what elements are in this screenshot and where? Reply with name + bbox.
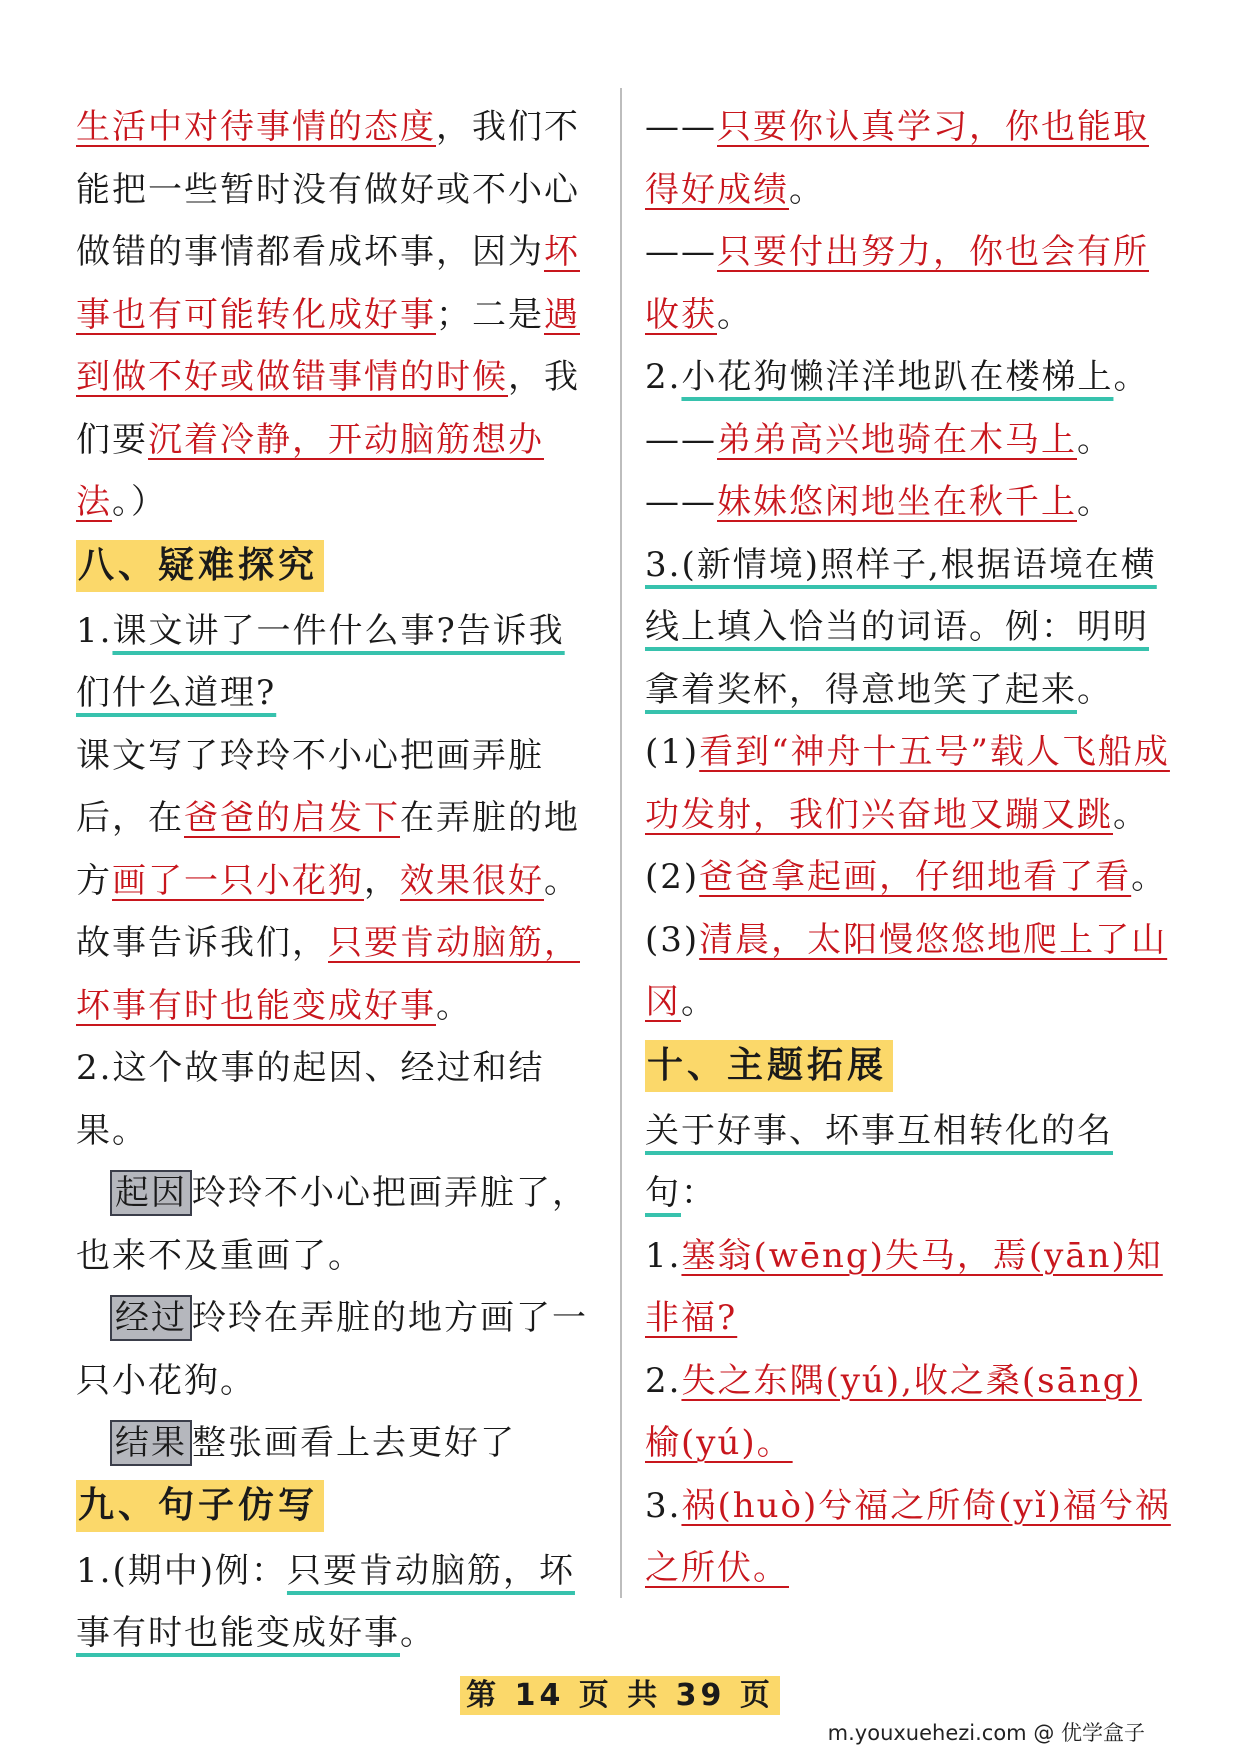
punctuation: 。 bbox=[681, 982, 717, 1022]
story-cause bbox=[76, 1162, 600, 1287]
item-number: 3. bbox=[645, 1485, 682, 1526]
example-text: 小花狗懒洋洋地趴在楼梯上 bbox=[681, 357, 1114, 397]
answer-text: 弟弟高兴地骑在木马上 bbox=[717, 419, 1077, 460]
fill-answer-2 bbox=[645, 846, 1175, 909]
answer-text: 生活中对待事情的态度 bbox=[76, 107, 436, 147]
dash: —— bbox=[645, 482, 717, 522]
dash: —— bbox=[645, 107, 717, 147]
answer-text: 看到“神舟十五号”载人飞船成功发射，我们兴奋地又蹦又跳 bbox=[645, 732, 1170, 835]
item-number: (2) bbox=[645, 857, 700, 897]
punctuation: 。 bbox=[717, 294, 753, 335]
imitation-3 bbox=[645, 409, 1175, 472]
question-number: 1.(期中)例： bbox=[76, 1550, 287, 1591]
body-text: ，我们不能把一些暂时没有做好或不小心做错的事情都看成坏事，因为 bbox=[76, 107, 580, 272]
fill-answer-3 bbox=[645, 909, 1175, 1034]
quote-1 bbox=[645, 1225, 1175, 1350]
body-text: ，我们要 bbox=[76, 357, 580, 460]
right-column bbox=[645, 96, 1175, 1600]
dash: —— bbox=[645, 232, 717, 272]
question-2: 2.这个故事的起因、经过和结果。 bbox=[76, 1048, 545, 1151]
imitation-2 bbox=[645, 221, 1175, 346]
body-text: 。） bbox=[112, 482, 167, 522]
answer-text: 遇到做不好或做错事情的时候 bbox=[76, 294, 580, 397]
body-text: 课文写了玲玲不小心把画弄脏后，在 bbox=[76, 735, 544, 838]
punctuation: 。 bbox=[1131, 857, 1168, 897]
body-text: 。 bbox=[436, 985, 472, 1026]
question-1 bbox=[76, 600, 600, 725]
question-text: 课文讲了一件什么事?告诉我们什么道理? bbox=[76, 610, 565, 713]
punctuation: 。 bbox=[1113, 357, 1150, 397]
answer-text: 妹妹悠闲地坐在秋千上 bbox=[717, 482, 1077, 522]
answer-text: 只要付出努力，你也会有所收获 bbox=[645, 232, 1149, 335]
quotes-intro bbox=[645, 1100, 1175, 1225]
quote-text: 失之东隅(yú),收之桑(sāng)榆(yú)。 bbox=[645, 1360, 1142, 1463]
quote-3 bbox=[645, 1475, 1175, 1600]
intro-text: 关于好事、坏事互相转化的名句 bbox=[645, 1110, 1113, 1213]
answer-text: 效果很好 bbox=[400, 860, 544, 901]
example-text: 只要肯动脑筋，坏事有时也能变成好事 bbox=[76, 1550, 575, 1653]
answer-text: 沉着冷静，开动脑筋想办法 bbox=[76, 419, 544, 522]
cause-tag: 起因 bbox=[110, 1170, 192, 1216]
section-heading-9: 九、句子仿写 bbox=[76, 1480, 324, 1532]
answer-text: 坏事也有可能转化成好事 bbox=[76, 232, 580, 335]
item-number: (3) bbox=[645, 919, 700, 960]
answer-text: 爸爸的启发下 bbox=[184, 798, 400, 838]
body-text: 整张画看上去更好了 bbox=[192, 1423, 516, 1463]
punctuation: 。 bbox=[400, 1613, 436, 1653]
item-number: 1. bbox=[645, 1235, 682, 1276]
question-text: 3.(新情境)照样子,根据语境在横线上填入恰当的词语。例：明明拿着奖杯，得意地笑了起来 bbox=[645, 544, 1157, 710]
punctuation: 。 bbox=[1113, 794, 1149, 835]
punctuation: 。 bbox=[789, 169, 825, 210]
punctuation: 。 bbox=[1077, 482, 1113, 522]
result-tag: 结果 bbox=[110, 1420, 192, 1466]
body-text: 。故事告诉我们， bbox=[76, 860, 580, 963]
body-text: ， bbox=[364, 860, 400, 901]
process-tag: 经过 bbox=[110, 1295, 192, 1341]
answer-1 bbox=[76, 725, 600, 1038]
quote-text: 塞翁(wēng)失马，焉(yān)知非福? bbox=[645, 1235, 1163, 1338]
question-9-1 bbox=[76, 1540, 600, 1665]
answer-text: 只要你认真学习，你也能取得好成绩 bbox=[645, 107, 1149, 210]
fill-answer-1 bbox=[645, 721, 1175, 846]
body-text: 玲玲不小心把画弄脏了，也来不及重画了。 bbox=[76, 1173, 588, 1276]
imitation-4 bbox=[645, 471, 1175, 534]
item-number: 2. bbox=[645, 1360, 682, 1401]
quote-2 bbox=[645, 1350, 1175, 1475]
body-text: 在弄脏的地方 bbox=[76, 798, 580, 901]
body-text: 玲玲在弄脏的地方画了一只小花狗。 bbox=[76, 1298, 588, 1401]
dash: —— bbox=[645, 419, 717, 460]
imitation-1 bbox=[645, 96, 1175, 221]
column-divider bbox=[620, 88, 622, 1598]
punctuation: 。 bbox=[1077, 669, 1113, 710]
punctuation: ： bbox=[681, 1173, 717, 1213]
section-heading-8: 八、疑难探究 bbox=[76, 540, 324, 592]
item-number: (1) bbox=[645, 732, 700, 772]
body-text: ；二是 bbox=[436, 294, 544, 335]
question-9-3 bbox=[645, 534, 1175, 722]
watermark: m.youxuehezi.com @ 优学盒子 bbox=[827, 1721, 1145, 1745]
paragraph-attitude bbox=[76, 96, 600, 534]
page-number: 第 14 页 共 39 页 bbox=[460, 1676, 780, 1715]
answer-text: 画了一只小花狗 bbox=[112, 860, 364, 901]
answer-text: 只要肯动脑筋，坏事有时也能变成好事 bbox=[76, 923, 580, 1026]
punctuation: 。 bbox=[1077, 419, 1113, 460]
page-footer bbox=[0, 1670, 1240, 1714]
question-number: 1. bbox=[76, 610, 113, 651]
left-column bbox=[76, 96, 600, 1665]
answer-text: 清晨，太阳慢悠悠地爬上了山冈 bbox=[645, 919, 1168, 1022]
story-result bbox=[76, 1412, 600, 1475]
answer-text: 爸爸拿起画，仔细地看了看 bbox=[699, 857, 1132, 897]
question-9-2 bbox=[645, 346, 1175, 409]
section-heading-10: 十、主题拓展 bbox=[645, 1040, 893, 1092]
quote-text: 祸(huò)兮福之所倚(yǐ)福兮祸之所伏。 bbox=[645, 1485, 1171, 1588]
question-number: 2. bbox=[645, 357, 682, 397]
story-process bbox=[76, 1287, 600, 1412]
